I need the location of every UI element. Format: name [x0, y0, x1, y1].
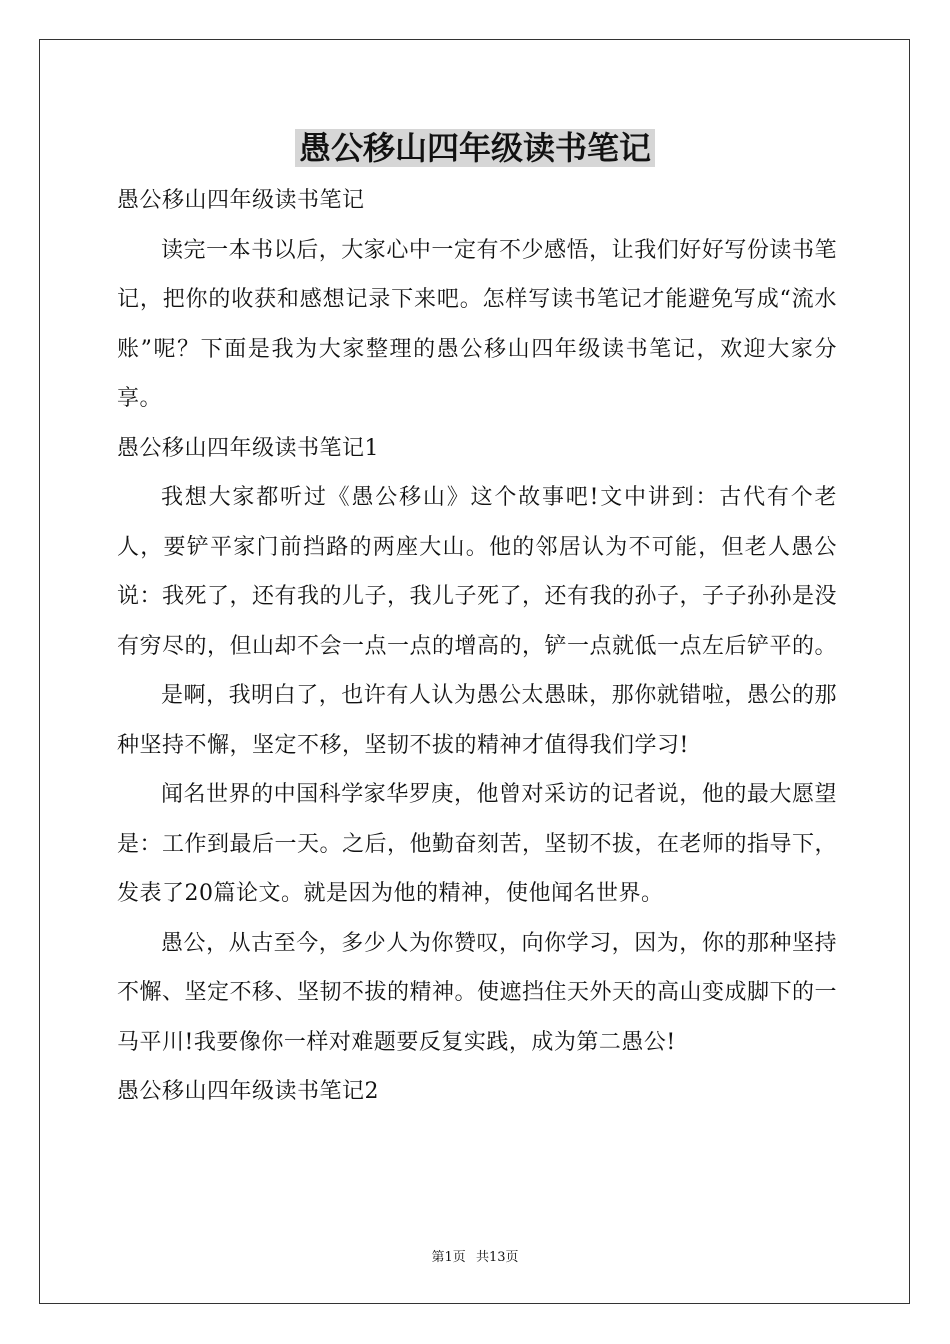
paragraph: 愚公，从古至今，多少人为你赞叹，向你学习，因为，你的那种坚持不懈、坚定不移、坚韧不拔的精神。使遮挡住天外天的高山变成脚下的一马平川!我要像你一样对难题要反复实践，成为第二愚公! [117, 930, 838, 1055]
page-total: 共13页 [475, 1250, 519, 1265]
document-title [0, 124, 950, 172]
paragraph: 闻名世界的中国科学家华罗庚，他曾对采访的记者说，他的最大愿望是：工作到最后一天。之后，他勤奋刻苦，坚韧不拔，在老师的指导下，发表了20篇论文。就是因为他的精神，使他闻名世界。 [117, 782, 838, 906]
paragraph: 是啊，我明白了，也许有人认为愚公太愚昧，那你就错啦，愚公的那种坚持不懈，坚定不移，坚韧不拔的精神才值得我们学习! [117, 683, 837, 758]
section-heading: 愚公移山四年级读书笔记2 [117, 1079, 379, 1104]
document-body [117, 176, 837, 1117]
document-title-text: 愚公移山四年级读书笔记 [295, 129, 655, 167]
section-heading: 愚公移山四年级读书笔记 [117, 188, 365, 213]
paragraph: 我想大家都听过《愚公移山》这个故事吧!文中讲到：古代有个老人，要铲平家门前挡路的两座大山。他的邻居认为不可能，但老人愚公说：我死了，还有我的儿子，我儿子死了，还有我的孙子，子子孙孙是没有穷尽的，但山却不会一点一点的增高的，铲一点就低一点左后铲平的。 [117, 485, 838, 659]
page-footer [0, 1249, 950, 1267]
page-number: 第1页 [431, 1250, 466, 1265]
section-heading: 愚公移山四年级读书笔记1 [117, 435, 379, 461]
paragraph: 读完一本书以后，大家心中一定有不少感悟，让我们好好写份读书笔记，把你的收获和感想记录下来吧。怎样写读书笔记才能避免写成“流水账”呢？下面是我为大家整理的愚公移山四年级读书笔记，欢迎大家分享。 [117, 237, 837, 411]
